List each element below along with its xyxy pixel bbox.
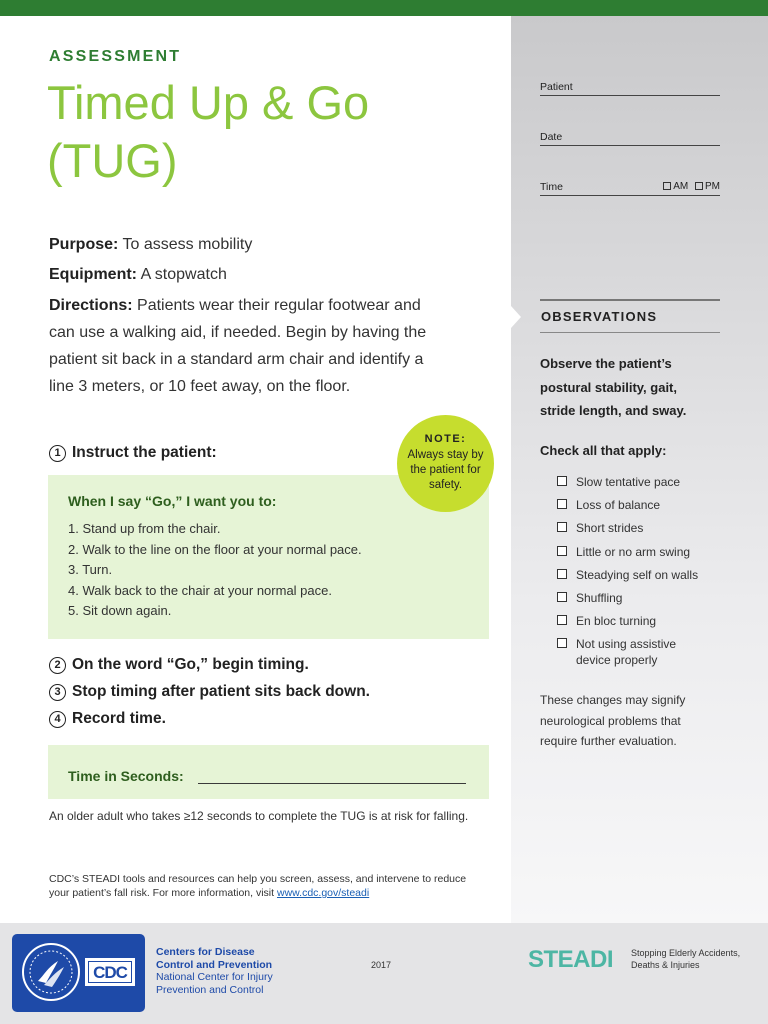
checklist-item[interactable]	[557, 636, 697, 668]
time-in-seconds-label: Time in Seconds:	[68, 768, 184, 784]
instruction-item: 1. Stand up from the chair.	[68, 521, 221, 536]
cdc-name-block	[156, 946, 306, 996]
footer	[0, 923, 768, 1024]
cdc-logo-badge	[12, 934, 145, 1012]
cdc-name-line-2: Control and Prevention	[156, 958, 273, 971]
step-3	[49, 683, 370, 701]
date-field[interactable]	[540, 131, 720, 146]
checklist-label: Shuffling	[576, 590, 623, 605]
cdc-wordmark-text: CDC	[88, 961, 132, 983]
checklist-item[interactable]	[557, 520, 698, 536]
checklist-item[interactable]	[557, 497, 698, 513]
instruction-item: 2. Walk to the line on the floor at your normal pace.	[68, 541, 362, 557]
steadi-tagline-line-1: Stopping Elderly Accidents,	[631, 948, 741, 958]
pm-checkbox[interactable]	[695, 182, 703, 190]
step-text-4: Record time.	[72, 710, 166, 727]
observation-checklist	[557, 474, 698, 676]
purpose-line	[49, 231, 252, 258]
step-number-1: 1	[49, 445, 66, 462]
checklist-label: Short strides	[576, 521, 644, 536]
checklist-item[interactable]	[557, 613, 698, 629]
cdc-name-line-4: Prevention and Control	[156, 983, 264, 996]
patient-field[interactable]	[540, 81, 720, 96]
patient-label: Patient	[540, 81, 573, 93]
steadi-footnote	[49, 872, 489, 900]
steadi-tagline	[631, 948, 751, 971]
checklist-label: Slow tentative pace	[576, 475, 681, 489]
directions-label: Directions:	[49, 297, 133, 314]
step-text-1: Instruct the patient:	[72, 444, 217, 461]
steadi-link[interactable]: www.cdc.gov/steadi	[276, 887, 370, 899]
observations-heading: OBSERVATIONS	[541, 309, 658, 324]
note-text: Always stay by the patient for safety.	[407, 449, 484, 491]
directions-paragraph	[49, 292, 499, 400]
observations-bottom-rule	[540, 332, 720, 333]
footnote-line-2: your patient’s fall risk. For more information, visit	[49, 887, 275, 899]
am-checkbox[interactable]	[663, 182, 671, 190]
directions-line-3: patient sit back in a standard arm chair and identify a	[49, 351, 424, 368]
observe-line-1: Observe the patient’s	[540, 356, 672, 371]
checklist-label: Steadying self on walls	[576, 567, 699, 582]
time-in-seconds-field[interactable]	[198, 783, 466, 784]
neurological-note: These changes may signify neurological problems that require further evaluation.	[540, 693, 686, 748]
checklist-item[interactable]	[557, 474, 698, 490]
directions-line-2: can use a walking aid, if needed. Begin by having the	[49, 324, 427, 341]
note-title: NOTE:	[424, 433, 467, 445]
cdc-name-line-1: Centers for Disease	[156, 946, 255, 958]
step-text-2: On the word “Go,” begin timing.	[72, 656, 309, 673]
observe-instructions	[540, 352, 730, 423]
am-pm-options	[659, 181, 720, 192]
checkbox[interactable]	[557, 522, 567, 532]
equipment-text: A stopwatch	[140, 266, 227, 283]
sidebar-panel	[511, 16, 768, 923]
check-all-label: Check all that apply:	[540, 443, 667, 458]
footnote-line-1: CDC’s STEADI tools and resources can help you screen, assess, and intervene to reduce	[49, 873, 467, 885]
instructions-heading: When I say “Go,” I want you to:	[68, 493, 277, 509]
equipment-label: Equipment:	[49, 266, 137, 283]
checklist-item[interactable]	[557, 544, 698, 560]
page-title	[47, 74, 487, 190]
checklist-label: Little or no arm swing	[576, 544, 691, 559]
checkbox[interactable]	[557, 638, 567, 648]
pm-label: PM	[705, 181, 720, 192]
steadi-logo: STEADI	[528, 946, 614, 973]
instructions-list	[68, 519, 362, 622]
cdc-wordmark	[85, 958, 135, 986]
instruction-item: 3. Turn.	[68, 562, 113, 577]
checkbox[interactable]	[557, 615, 567, 625]
cdc-name-line-3: National Center for Injury	[156, 971, 273, 983]
am-label: AM	[673, 181, 689, 192]
step-number-2: 2	[49, 657, 66, 674]
checkbox[interactable]	[557, 569, 567, 579]
checklist-label: Not using assistive device properly	[576, 637, 677, 668]
top-color-bar	[0, 0, 768, 16]
safety-note-badge	[397, 415, 494, 512]
observe-line-2: postural stability, gait,	[540, 379, 678, 395]
observations-pointer	[511, 306, 521, 328]
time-entry-box	[48, 745, 489, 799]
checkbox[interactable]	[557, 499, 567, 509]
hhs-seal-icon	[22, 943, 80, 1001]
risk-threshold-text: An older adult who takes ≥12 seconds to complete the TUG is at risk for falling.	[49, 809, 469, 823]
directions-line-1: Patients wear their regular footwear and	[137, 297, 421, 314]
instruction-item: 4. Walk back to the chair at your normal pace.	[68, 582, 332, 598]
checklist-item[interactable]	[557, 590, 698, 606]
title-line-1: Timed Up & Go	[47, 76, 370, 129]
step-4	[49, 710, 166, 728]
step-1	[49, 444, 217, 462]
instruction-item: 5. Sit down again.	[68, 603, 172, 618]
title-line-2: (TUG)	[47, 134, 178, 187]
observations-top-rule	[540, 299, 720, 301]
time-label: Time	[540, 181, 563, 193]
observe-line-3: stride length, and sway.	[540, 403, 687, 418]
purpose-text: To assess mobility	[122, 236, 253, 253]
section-eyebrow: ASSESSMENT	[49, 48, 182, 65]
checkbox[interactable]	[557, 546, 567, 556]
checkbox[interactable]	[557, 476, 567, 486]
publication-year: 2017	[371, 960, 392, 970]
steadi-tagline-line-2: Deaths & Injuries	[631, 959, 700, 970]
directions-line-4: line 3 meters, or 10 feet away, on the floor.	[49, 378, 351, 395]
step-number-4: 4	[49, 711, 66, 728]
equipment-line	[49, 261, 227, 288]
checklist-label: Loss of balance	[576, 498, 661, 513]
time-field[interactable]	[540, 181, 720, 196]
checklist-item[interactable]	[557, 567, 698, 583]
step-number-3: 3	[49, 684, 66, 701]
purpose-label: Purpose:	[49, 236, 119, 253]
step-2	[49, 656, 309, 674]
checklist-label: En bloc turning	[576, 614, 657, 629]
step-text-3: Stop timing after patient sits back down.	[72, 683, 370, 700]
checkbox[interactable]	[557, 592, 567, 602]
date-label: Date	[540, 131, 563, 143]
